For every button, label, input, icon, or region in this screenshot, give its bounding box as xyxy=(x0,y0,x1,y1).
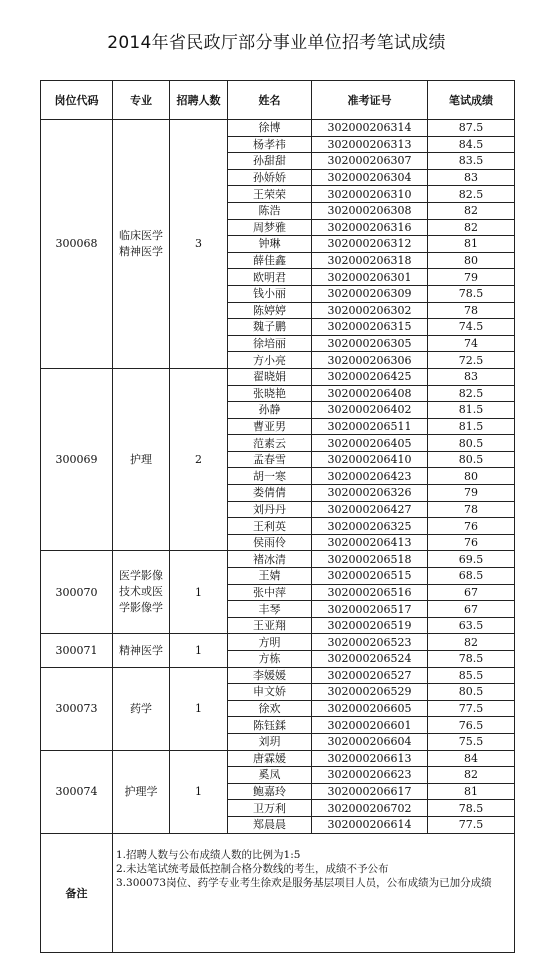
candidate-name: 孟春雪 xyxy=(228,451,312,468)
hire-count: 1 xyxy=(170,667,228,750)
written-score: 81.5 xyxy=(428,418,515,435)
written-score: 78.5 xyxy=(428,651,515,668)
major-line: 护理 xyxy=(130,452,152,466)
major xyxy=(113,750,170,833)
position-code: 300074 xyxy=(41,750,113,833)
header-name: 姓名 xyxy=(228,81,312,120)
ticket-number: 302000206405 xyxy=(312,435,428,452)
candidate-name: 李媛媛 xyxy=(228,667,312,684)
written-score: 79 xyxy=(428,269,515,286)
ticket-number: 302000206604 xyxy=(312,733,428,750)
written-score: 83 xyxy=(428,169,515,186)
candidate-name: 徐欢 xyxy=(228,700,312,717)
written-score: 80 xyxy=(428,252,515,269)
written-score: 82.5 xyxy=(428,385,515,402)
ticket-number: 302000206302 xyxy=(312,302,428,319)
major xyxy=(113,667,170,750)
candidate-name: 王利英 xyxy=(228,518,312,535)
ticket-number: 302000206313 xyxy=(312,136,428,153)
candidate-name: 陈婷婷 xyxy=(228,302,312,319)
written-score: 83 xyxy=(428,368,515,385)
candidate-name: 翟晓娟 xyxy=(228,368,312,385)
candidate-name: 申文娇 xyxy=(228,684,312,701)
major xyxy=(113,551,170,634)
candidate-name: 方栋 xyxy=(228,651,312,668)
written-score: 79 xyxy=(428,485,515,502)
ticket-number: 302000206601 xyxy=(312,717,428,734)
hire-count: 3 xyxy=(170,120,228,369)
written-score: 82 xyxy=(428,202,515,219)
candidate-name: 郑晨晨 xyxy=(228,816,312,833)
written-score: 81 xyxy=(428,783,515,800)
ticket-number: 302000206529 xyxy=(312,684,428,701)
candidate-name: 卫万利 xyxy=(228,800,312,817)
written-score: 69.5 xyxy=(428,551,515,568)
header-ticket-number: 准考证号 xyxy=(312,81,428,120)
note-line: 1.招聘人数与公布成绩人数的比例为1:5 xyxy=(116,848,301,861)
ticket-number: 302000206316 xyxy=(312,219,428,236)
candidate-name: 陈钰鍒 xyxy=(228,717,312,734)
ticket-number: 302000206519 xyxy=(312,617,428,634)
written-score: 78 xyxy=(428,302,515,319)
notes-row xyxy=(41,833,515,952)
ticket-number: 302000206408 xyxy=(312,385,428,402)
written-score: 80.5 xyxy=(428,451,515,468)
ticket-number: 302000206315 xyxy=(312,319,428,336)
notes-label: 备注 xyxy=(41,833,113,952)
written-score: 78 xyxy=(428,501,515,518)
ticket-number: 302000206301 xyxy=(312,269,428,286)
page-title: 2014年省民政厅部分事业单位招考笔试成绩 xyxy=(107,33,446,53)
score-table xyxy=(40,80,515,953)
major-line: 学影像学 xyxy=(119,601,163,615)
written-score: 81.5 xyxy=(428,402,515,419)
header-position-code: 岗位代码 xyxy=(41,81,113,120)
written-score: 80 xyxy=(428,468,515,485)
position-code: 300071 xyxy=(41,634,113,667)
major-line: 精神医学 xyxy=(119,244,163,258)
written-score: 80.5 xyxy=(428,684,515,701)
header-major: 专业 xyxy=(113,81,170,120)
ticket-number: 302000206309 xyxy=(312,285,428,302)
ticket-number: 302000206516 xyxy=(312,584,428,601)
ticket-number: 302000206518 xyxy=(312,551,428,568)
ticket-number: 302000206613 xyxy=(312,750,428,767)
ticket-number: 302000206307 xyxy=(312,153,428,170)
ticket-number: 302000206402 xyxy=(312,402,428,419)
written-score: 76 xyxy=(428,518,515,535)
major-line: 精神医学 xyxy=(119,643,163,657)
note-line: 3.300073岗位、药学专业考生徐欢是服务基层项目人员，公布成绩为已加分成绩 xyxy=(116,876,492,889)
major-line: 医学影像 xyxy=(119,569,163,583)
ticket-number: 302000206308 xyxy=(312,202,428,219)
position-code: 300070 xyxy=(41,551,113,634)
written-score: 82 xyxy=(428,634,515,651)
ticket-number: 302000206304 xyxy=(312,169,428,186)
major-line: 护理学 xyxy=(124,784,158,798)
table-row xyxy=(41,120,515,137)
written-score: 78.5 xyxy=(428,800,515,817)
major-line: 临床医学 xyxy=(119,228,163,242)
position-code: 300073 xyxy=(41,667,113,750)
ticket-number: 302000206614 xyxy=(312,816,428,833)
candidate-name: 侯雨伶 xyxy=(228,534,312,551)
written-score: 82 xyxy=(428,219,515,236)
ticket-number: 302000206702 xyxy=(312,800,428,817)
ticket-number: 302000206305 xyxy=(312,335,428,352)
table-row xyxy=(41,368,515,385)
ticket-number: 302000206310 xyxy=(312,186,428,203)
written-score: 67 xyxy=(428,584,515,601)
candidate-name: 杨孝祎 xyxy=(228,136,312,153)
written-score: 85.5 xyxy=(428,667,515,684)
header-hire-count: 招聘人数 xyxy=(170,81,228,120)
written-score: 77.5 xyxy=(428,816,515,833)
candidate-name: 孙静 xyxy=(228,402,312,419)
table-row xyxy=(41,750,515,767)
ticket-number: 302000206314 xyxy=(312,120,428,137)
written-score: 76.5 xyxy=(428,717,515,734)
candidate-name: 陈浩 xyxy=(228,202,312,219)
written-score: 84 xyxy=(428,750,515,767)
table-row xyxy=(41,667,515,684)
candidate-name: 钱小丽 xyxy=(228,285,312,302)
major-line: 药学 xyxy=(130,701,152,715)
written-score: 78.5 xyxy=(428,285,515,302)
written-score: 77.5 xyxy=(428,700,515,717)
ticket-number: 302000206427 xyxy=(312,501,428,518)
candidate-name: 鲍嘉玲 xyxy=(228,783,312,800)
ticket-number: 302000206527 xyxy=(312,667,428,684)
written-score: 63.5 xyxy=(428,617,515,634)
ticket-number: 302000206511 xyxy=(312,418,428,435)
candidate-name: 方小亮 xyxy=(228,352,312,369)
major xyxy=(113,634,170,667)
major xyxy=(113,120,170,369)
candidate-name: 曹亚男 xyxy=(228,418,312,435)
ticket-number: 302000206425 xyxy=(312,368,428,385)
ticket-number: 302000206623 xyxy=(312,767,428,784)
ticket-number: 302000206318 xyxy=(312,252,428,269)
table-row xyxy=(41,634,515,651)
hire-count: 2 xyxy=(170,368,228,551)
candidate-name: 胡一寒 xyxy=(228,468,312,485)
written-score: 68.5 xyxy=(428,568,515,585)
ticket-number: 302000206306 xyxy=(312,352,428,369)
written-score: 74.5 xyxy=(428,319,515,336)
candidate-name: 张中萍 xyxy=(228,584,312,601)
written-score: 83.5 xyxy=(428,153,515,170)
ticket-number: 302000206325 xyxy=(312,518,428,535)
candidate-name: 王荣荣 xyxy=(228,186,312,203)
ticket-number: 302000206605 xyxy=(312,700,428,717)
candidate-name: 王亚翔 xyxy=(228,617,312,634)
hire-count: 1 xyxy=(170,551,228,634)
candidate-name: 徐博 xyxy=(228,120,312,137)
ticket-number: 302000206423 xyxy=(312,468,428,485)
candidate-name: 孙甜甜 xyxy=(228,153,312,170)
written-score: 75.5 xyxy=(428,733,515,750)
ticket-number: 302000206515 xyxy=(312,568,428,585)
position-code: 300069 xyxy=(41,368,113,551)
candidate-name: 唐霖媛 xyxy=(228,750,312,767)
ticket-number: 302000206517 xyxy=(312,601,428,618)
written-score: 82 xyxy=(428,767,515,784)
ticket-number: 302000206312 xyxy=(312,236,428,253)
candidate-name: 王婧 xyxy=(228,568,312,585)
written-score: 80.5 xyxy=(428,435,515,452)
header-written-score: 笔试成绩 xyxy=(428,81,515,120)
candidate-name: 周梦雅 xyxy=(228,219,312,236)
table-body xyxy=(41,120,515,834)
written-score: 84.5 xyxy=(428,136,515,153)
ticket-number: 302000206326 xyxy=(312,485,428,502)
ticket-number: 302000206410 xyxy=(312,451,428,468)
written-score: 82.5 xyxy=(428,186,515,203)
candidate-name: 奚凤 xyxy=(228,767,312,784)
note-line: 2.未达笔试统考最低控制合格分数线的考生，成绩不予公布 xyxy=(116,862,389,875)
written-score: 67 xyxy=(428,601,515,618)
written-score: 87.5 xyxy=(428,120,515,137)
written-score: 81 xyxy=(428,236,515,253)
notes-content xyxy=(113,833,515,952)
major xyxy=(113,368,170,551)
position-code: 300068 xyxy=(41,120,113,369)
ticket-number: 302000206523 xyxy=(312,634,428,651)
candidate-name: 刘丹丹 xyxy=(228,501,312,518)
written-score: 72.5 xyxy=(428,352,515,369)
written-score: 74 xyxy=(428,335,515,352)
hire-count: 1 xyxy=(170,750,228,833)
hire-count: 1 xyxy=(170,634,228,667)
candidate-name: 范素云 xyxy=(228,435,312,452)
ticket-number: 302000206617 xyxy=(312,783,428,800)
candidate-name: 褚冰清 xyxy=(228,551,312,568)
ticket-number: 302000206524 xyxy=(312,651,428,668)
ticket-number: 302000206413 xyxy=(312,534,428,551)
candidate-name: 张晓艳 xyxy=(228,385,312,402)
candidate-name: 娄倩倩 xyxy=(228,485,312,502)
candidate-name: 欧明君 xyxy=(228,269,312,286)
candidate-name: 方明 xyxy=(228,634,312,651)
candidate-name: 魏子鹏 xyxy=(228,319,312,336)
candidate-name: 钟琳 xyxy=(228,236,312,253)
candidate-name: 丰琴 xyxy=(228,601,312,618)
candidate-name: 薛佳鑫 xyxy=(228,252,312,269)
major-line: 技术或医 xyxy=(119,585,163,599)
written-score: 76 xyxy=(428,534,515,551)
header-row xyxy=(41,81,515,120)
candidate-name: 徐培丽 xyxy=(228,335,312,352)
candidate-name: 孙娇娇 xyxy=(228,169,312,186)
table-row xyxy=(41,551,515,568)
candidate-name: 刘玥 xyxy=(228,733,312,750)
